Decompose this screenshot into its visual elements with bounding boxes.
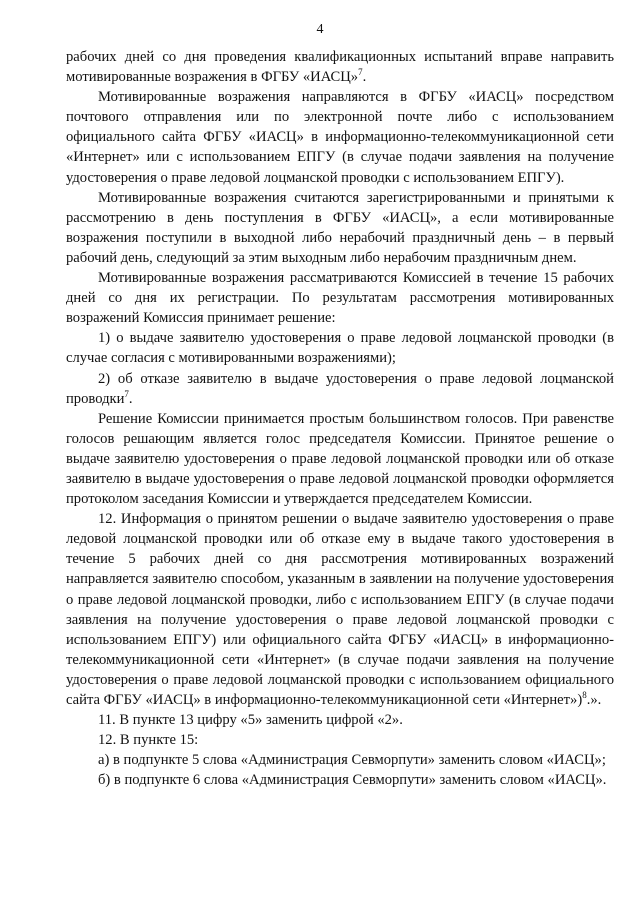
paragraph-tail: .	[128, 390, 133, 407]
paragraph-objections-review: Мотивированные возражения рассматриваются Комиссией в течение 15 рабочих дней со дня их регистрации. По результатам рассмотрения мотивированных возражений Комиссия принимает решение:	[66, 270, 614, 327]
paragraph-text: рабочих дней со дня проведения квалификационных испытаний вправе направить мотивированные возражения в ФГБУ «ИАСЦ»	[66, 49, 614, 86]
paragraph-objections-registration: Мотивированные возражения считаются зарегистрированными и принятыми к рассмотрению в день поступления в ФГБУ «ИАСЦ», а если мотивированные возражения поступили в выходной либо нерабочий праздничный день – в первый рабочий день, следующий за этим выходным либо нерабочим праздничным днем.	[66, 189, 614, 266]
paragraph-tail: .».	[586, 692, 602, 708]
footnote-ref: 7	[124, 388, 129, 399]
paragraph-decision: Решение Комиссии принимается простым большинством голосов. При равенстве голосов решающим является голос председателя Комиссии. Принятое решение о выдаче заявителю удостоверения о праве ледовой лоцманской проводки или об отказе заявителю в выдаче удостоверения о праве ледовой лоцманской проводки оформляется протоколом заседания Комиссии и утверждается председателем Комиссии.	[66, 410, 614, 508]
amendment-item-11: 11. В пункте 13 цифру «5» заменить цифрой «2».	[98, 712, 403, 729]
page-number: 4	[316, 22, 324, 37]
amendment-subitem-b: б) в подпункте 6 слова «Администрация Севморпути» заменить словом «ИАСЦ».	[98, 772, 607, 789]
paragraph-text: 12. Информация о принятом решении о выдаче заявителю удостоверения о праве ледовой лоцманской проводки или об отказе ему в выдаче такого удостоверения в течение 5 рабочих дней со дня рассмотрения мотивированных возражений направляется заявителю способом, указанным в заявлении на получение удостоверения о праве ледовой лоцманской проводки, либо с использованием ЕПГУ (в случае подачи заявления на получение удостоверения о праве ледовой лоцманской проводки с использованием ЕПГУ) или официального сайта ФГБУ «ИАСЦ» в информационно-телекоммуникационной сети «Интернет» (в случае подачи заявления на получение удостоверения о праве ледовой лоцманской проводки с использованием официального сайта ФГБУ «ИАСЦ» в информационно-телекоммуникационной сети «Интернет»)	[66, 511, 614, 708]
paragraph-tail: .	[362, 69, 367, 86]
paragraph-text: 2) об отказе заявителю в выдаче удостоверения о праве ледовой лоцманской проводки	[66, 370, 614, 407]
amendment-item-12: 12. В пункте 15:	[98, 732, 199, 749]
paragraph-12-information	[66, 509, 614, 710]
footnote-ref: 8	[582, 690, 587, 701]
footnote-ref: 7	[358, 67, 363, 78]
paragraph-objections-delivery: Мотивированные возражения направляются в ФГБУ «ИАСЦ» посредством почтового отправления или по электронной почте либо с использованием официального сайта ФГБУ «ИАСЦ» в информационно-телекоммуникационной сети «Интернет» или с использованием ЕПГУ (в случае подачи заявления на получение удостоверения о праве ледовой лоцманской проводки с использованием ЕПГУ).	[66, 89, 614, 186]
list-item-refusal	[66, 369, 614, 409]
document-body	[66, 47, 614, 790]
amendment-subitem-a: а) в подпункте 5 слова «Администрация Севморпути» заменить словом «ИАСЦ»;	[98, 752, 606, 769]
paragraph-continuation	[66, 47, 614, 87]
list-item-issue: 1) о выдаче заявителю удостоверения о праве ледовой лоцманской проводки (в случае согласия с мотивированными возражениями);	[66, 330, 614, 367]
